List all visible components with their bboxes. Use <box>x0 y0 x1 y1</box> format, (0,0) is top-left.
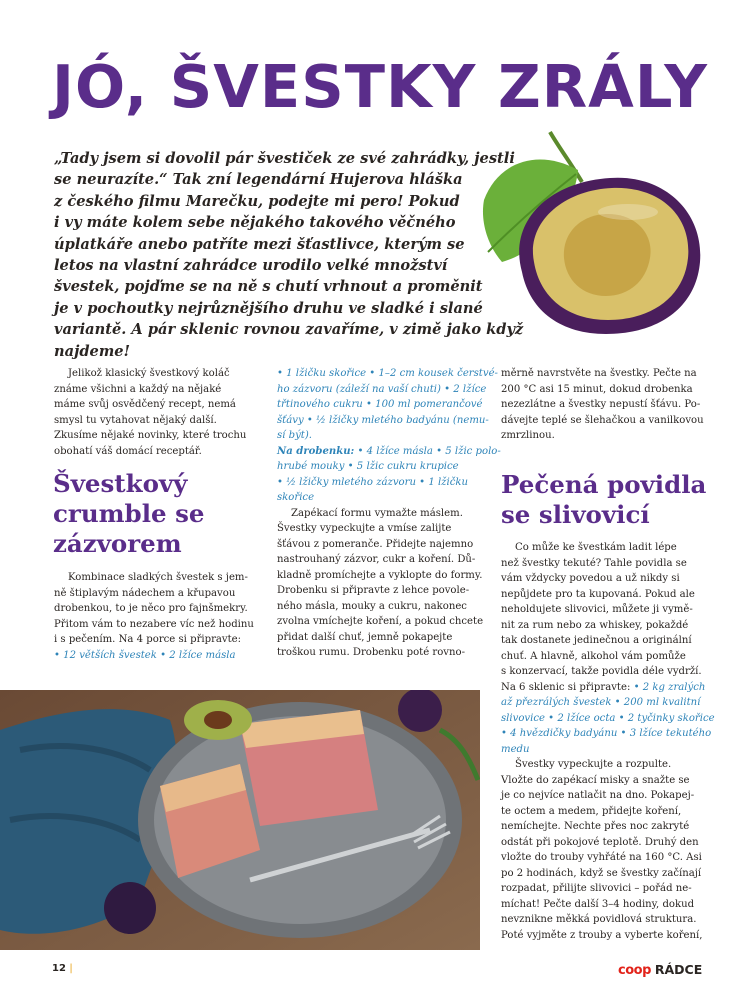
text-line: te octem a medem, přidejte koření, <box>501 805 682 817</box>
text-line: medu <box>501 743 530 755</box>
text-line: ně štiplavým nádechem a křupavou <box>54 587 236 599</box>
text-line: Švestky vypeckujte a rozpulte. <box>515 759 672 770</box>
text-line: „Tady jsem si dovolil pár švestiček ze své zahrádky, jestli <box>54 150 515 167</box>
text-line: hrubé mouky • 5 lžic cukru krupice <box>277 461 459 472</box>
text-line: nevznikne měkká povidlová struktura. <box>501 914 697 925</box>
text-line: až přezrálých švestek • 200 ml kvalitní <box>501 697 701 708</box>
text-line: neholdujete slivovici, můžete ji vymě- <box>501 604 693 615</box>
text-line: zmrzlinou. <box>501 430 555 441</box>
text-line: nit za rum nebo za whiskey, pokaždé <box>501 619 689 631</box>
text-line: po 2 hodinách, když se švestky začínají <box>501 867 702 879</box>
text-line: ho zázvoru (záleží na vaší chuti) • 2 lžíce <box>277 383 487 395</box>
povidla-text <box>501 540 715 943</box>
text-line: crumble se <box>53 499 205 528</box>
text-line: sí být). <box>277 430 312 441</box>
povidla-ingredient: • 2 kg zralých <box>633 681 706 693</box>
text-line: i s pečením. Na 4 porce si připravte: <box>54 634 242 645</box>
text-line: dávejte teplé se šlehačkou a vanilkovou <box>501 414 704 426</box>
text-line: 200 °C asi 15 minut, dokud drobenka <box>501 383 693 395</box>
text-line: tak dostanete jedinečnou a originální <box>501 635 692 646</box>
intro-text-column <box>54 366 254 459</box>
text-line: zvolna vmíchejte koření, a pokud chcete <box>277 616 484 627</box>
drobenka-label: Na drobenku: <box>277 445 355 457</box>
plum-photo <box>478 112 716 348</box>
page-title: JÓ, ŠVESTKY ZRÁLY <box>52 52 708 121</box>
text-line: zázvorem <box>53 529 182 558</box>
text-line: švestek, pojďme se na ně s chutí vrhnout a proměnit <box>54 278 483 296</box>
text-line: • ½ lžičky mletého zázvoru • 1 lžičku <box>277 476 469 488</box>
text-line: Přitom vám to nezabere víc než hodinu <box>54 618 254 630</box>
crumble-photo <box>0 690 480 950</box>
text-line: známe všichni a každý na nějaké <box>54 383 222 395</box>
text-line: Vložte do zapékací misky a snažte se <box>501 774 690 786</box>
coop-logo-text: coop <box>618 963 651 978</box>
coop-radce-logo <box>618 959 702 977</box>
text-line: míchat! Pečte další 3–4 hodiny, dokud <box>501 898 695 910</box>
text-line: skořice <box>277 492 315 503</box>
text-line: variantě. A pár sklenic rovnou zavaříme, v zimě jako když <box>54 321 524 339</box>
text-line: Zkusíme nějaké novinky, které trochu <box>54 430 247 441</box>
text-line: měrně navrstvěte na švestky. Pečte na <box>501 368 697 379</box>
text-line: kladně promíchejte a vyklopte do formy. <box>277 569 483 581</box>
text-line: • 4 hvězdičky badyánu • 3 lžíce tekutého <box>501 728 712 739</box>
text-line: troškou rumu. Drobenku poté rovno- <box>277 647 465 658</box>
text-line: Pečená povidla <box>501 470 707 499</box>
text-line: se slivovicí <box>501 500 650 529</box>
text-line: ného másla, mouky a cukru, nakonec <box>277 600 467 612</box>
povidla-ingredients-intro: Na 6 sklenic si připravte: <box>501 681 634 693</box>
text-line: úplatkáře anebo patříte mezi šťastlivce, kterým se <box>54 235 465 253</box>
text-line: Švestkový <box>53 469 188 498</box>
text-line: než švestky tekuté? Tahle povidla se <box>501 557 687 569</box>
recipe-heading-crumble <box>53 469 263 559</box>
ingredient-line: • 12 větších švestek • 2 lžíce másla <box>54 649 236 661</box>
text-line: Kombinace sladkých švestek s jem- <box>68 572 248 583</box>
text-line: najdeme! <box>54 342 130 360</box>
text-line: nemíchejte. Nechte přes noc zakryté <box>501 821 690 832</box>
text-line: Zapékací formu vymažte máslem. <box>291 507 463 519</box>
crumble-ingredients-and-method <box>277 366 501 661</box>
text-line: Drobenku si připravte z lehce povole- <box>277 585 470 596</box>
text-line: i vy máte kolem sebe nějakého takového věčného <box>54 214 456 232</box>
text-line: se neurazíte.“ Tak zní legendární Hujerova hláška <box>54 171 463 189</box>
text-line: máme svůj osvědčený recept, nemá <box>54 399 236 410</box>
text-line: vložte do trouby vyhřáté na 160 °C. Asi <box>501 852 702 863</box>
text-line: slivovice • 2 lžíce octa • 2 tyčinky skořice <box>501 712 715 724</box>
text-line: nastrouhaný zázvor, cukr a koření. Dů- <box>277 554 476 565</box>
drobenka-ingredient: • 4 lžíce másla • 5 lžic polo- <box>354 445 501 457</box>
text-line: chuť. A hlavně, alkohol vám pomůže <box>501 650 686 662</box>
text-line: vám vždycky povedou a už nikdy si <box>501 573 680 584</box>
intro-paragraph <box>54 148 524 362</box>
text-line: obohatí váš domácí receptář. <box>54 445 202 457</box>
text-line: z českého filmu Marečku, podejte mi pero! Pokud <box>54 192 460 210</box>
text-line: nepůjdete pro ta kupovaná. Pokud ale <box>501 588 695 600</box>
page-number: 12 | <box>52 963 73 974</box>
text-line: s konzervací, takže povidla déle vydrží. <box>501 666 702 677</box>
text-line: Švestky vypeckujte a vmíse zalijte <box>277 523 452 534</box>
crumble-intro-text <box>54 570 264 663</box>
recipe-heading-povidla <box>501 470 711 530</box>
text-line: letos na vlastní zahrádce urodilo velké množství <box>54 257 448 275</box>
text-line: šťávou z pomeranče. Přidejte najemno <box>277 538 474 550</box>
text-line: je co nejvíce natlačit na dno. Pokapej- <box>501 790 695 801</box>
text-line: nezezlátne a švestky nepustí šťávu. Po- <box>501 399 701 410</box>
text-line: • 1 lžičku skořice • 1–2 cm kousek čerstvé- <box>277 368 498 379</box>
text-line: je v pochoutky nejrůznějšího druhu ve sladké i slané <box>54 299 483 317</box>
crumble-method-continued <box>501 366 706 444</box>
text-line: Co může ke švestkám ladit lépe <box>515 542 677 553</box>
text-line: Poté vyjměte z trouby a vyberte koření, <box>501 929 703 941</box>
text-line: rozpadat, přilijte slivovici – pořád ne- <box>501 883 692 894</box>
text-line: smysl tu vytahovat nějaký další. <box>54 414 217 426</box>
text-line: drobenkou, to je něco pro fajnšmekry. <box>54 603 248 614</box>
text-line: Jelikož klasický švestkový koláč <box>68 368 230 379</box>
text-line: třtinového cukru • 100 ml pomerančové <box>277 399 483 410</box>
text-line: šťávy • ½ lžičky mletého badyánu (nemu- <box>277 414 489 426</box>
text-line: přidat další chuť, jemně pokapejte <box>277 631 453 643</box>
text-line: odstát při pokojové teplotě. Druhý den <box>501 836 699 848</box>
radce-logo-text: RÁDCE <box>654 962 703 977</box>
